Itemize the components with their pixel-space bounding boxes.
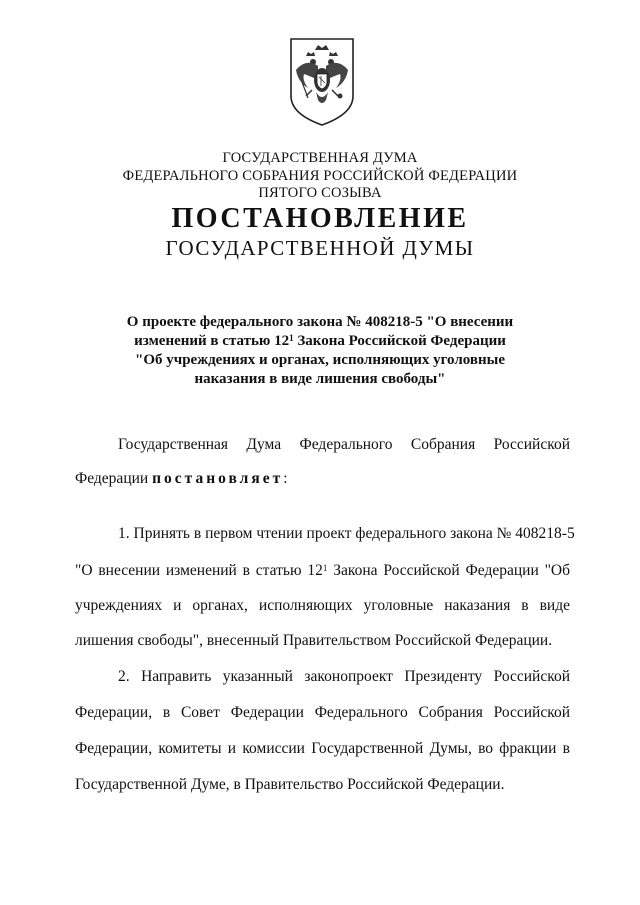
item1-line-2-pre: "О внесении изменений в статью 12	[75, 562, 323, 579]
item1-superscript: 1	[322, 563, 328, 573]
subject-line-3: "Об учреждениях и органах, исполняющих уголовные	[135, 352, 505, 368]
item2-line-3: Федерации, комитеты и комиссии Государственной Думы, во фракции в	[75, 740, 570, 757]
subject-superscript: 1	[289, 333, 294, 343]
preamble-federation: Федерации	[75, 470, 153, 487]
header-line-federal-assembly: ФЕДЕРАЛЬНОГО СОБРАНИЯ РОССИЙСКОЙ ФЕДЕРАЦИИ	[122, 168, 518, 184]
item1-line-4: лишения свободы", внесенный Правительством Российской Федерации.	[75, 632, 553, 649]
item2-line-4: Государственной Думе, в Правительство Российской Федерации.	[75, 776, 505, 793]
subject-block	[100, 313, 540, 393]
preamble-line-2	[75, 470, 288, 488]
header-line-convocation: ПЯТОГО СОЗЫВА	[258, 185, 382, 201]
item1-line-1: 1. Принять в первом чтении проект федерального закона № 408218-5	[118, 525, 575, 542]
document-title: ПОСТАНОВЛЕНИЕ	[171, 203, 469, 234]
subject-line-2-post: Закона Российской Федерации	[293, 333, 506, 349]
item1-line-2	[75, 562, 570, 580]
item2-line-1: 2. Направить указанный законопроект Президенту Российской	[118, 668, 570, 685]
subject-line-2-pre: изменений в статью 12	[134, 333, 290, 349]
item2-line-2: Федерации, в Совет Федерации Федерального Собрания Российской	[75, 704, 570, 721]
header-line-duma: ГОСУДАРСТВЕННАЯ ДУМА	[222, 150, 418, 166]
subject-line-4: наказания в виде лишения свободы"	[194, 371, 446, 387]
document-subtitle: ГОСУДАРСТВЕННОЙ ДУМЫ	[165, 236, 475, 260]
preamble-colon: :	[283, 470, 288, 487]
preamble-line-1: Государственная Дума Федерального Собрания Российской	[118, 436, 570, 453]
subject-line-1: О проекте федерального закона № 408218-5 "О внесении	[126, 314, 514, 330]
preamble-resolves: постановляет	[152, 470, 284, 487]
subject-line-2	[100, 332, 540, 351]
coat-of-arms-emblem	[288, 36, 356, 128]
item1-line-3: учреждениях и органах, исполняющих уголовные наказания в виде	[75, 597, 570, 614]
item1-line-2-post: Закона Российской Федерации "Об	[327, 562, 570, 579]
